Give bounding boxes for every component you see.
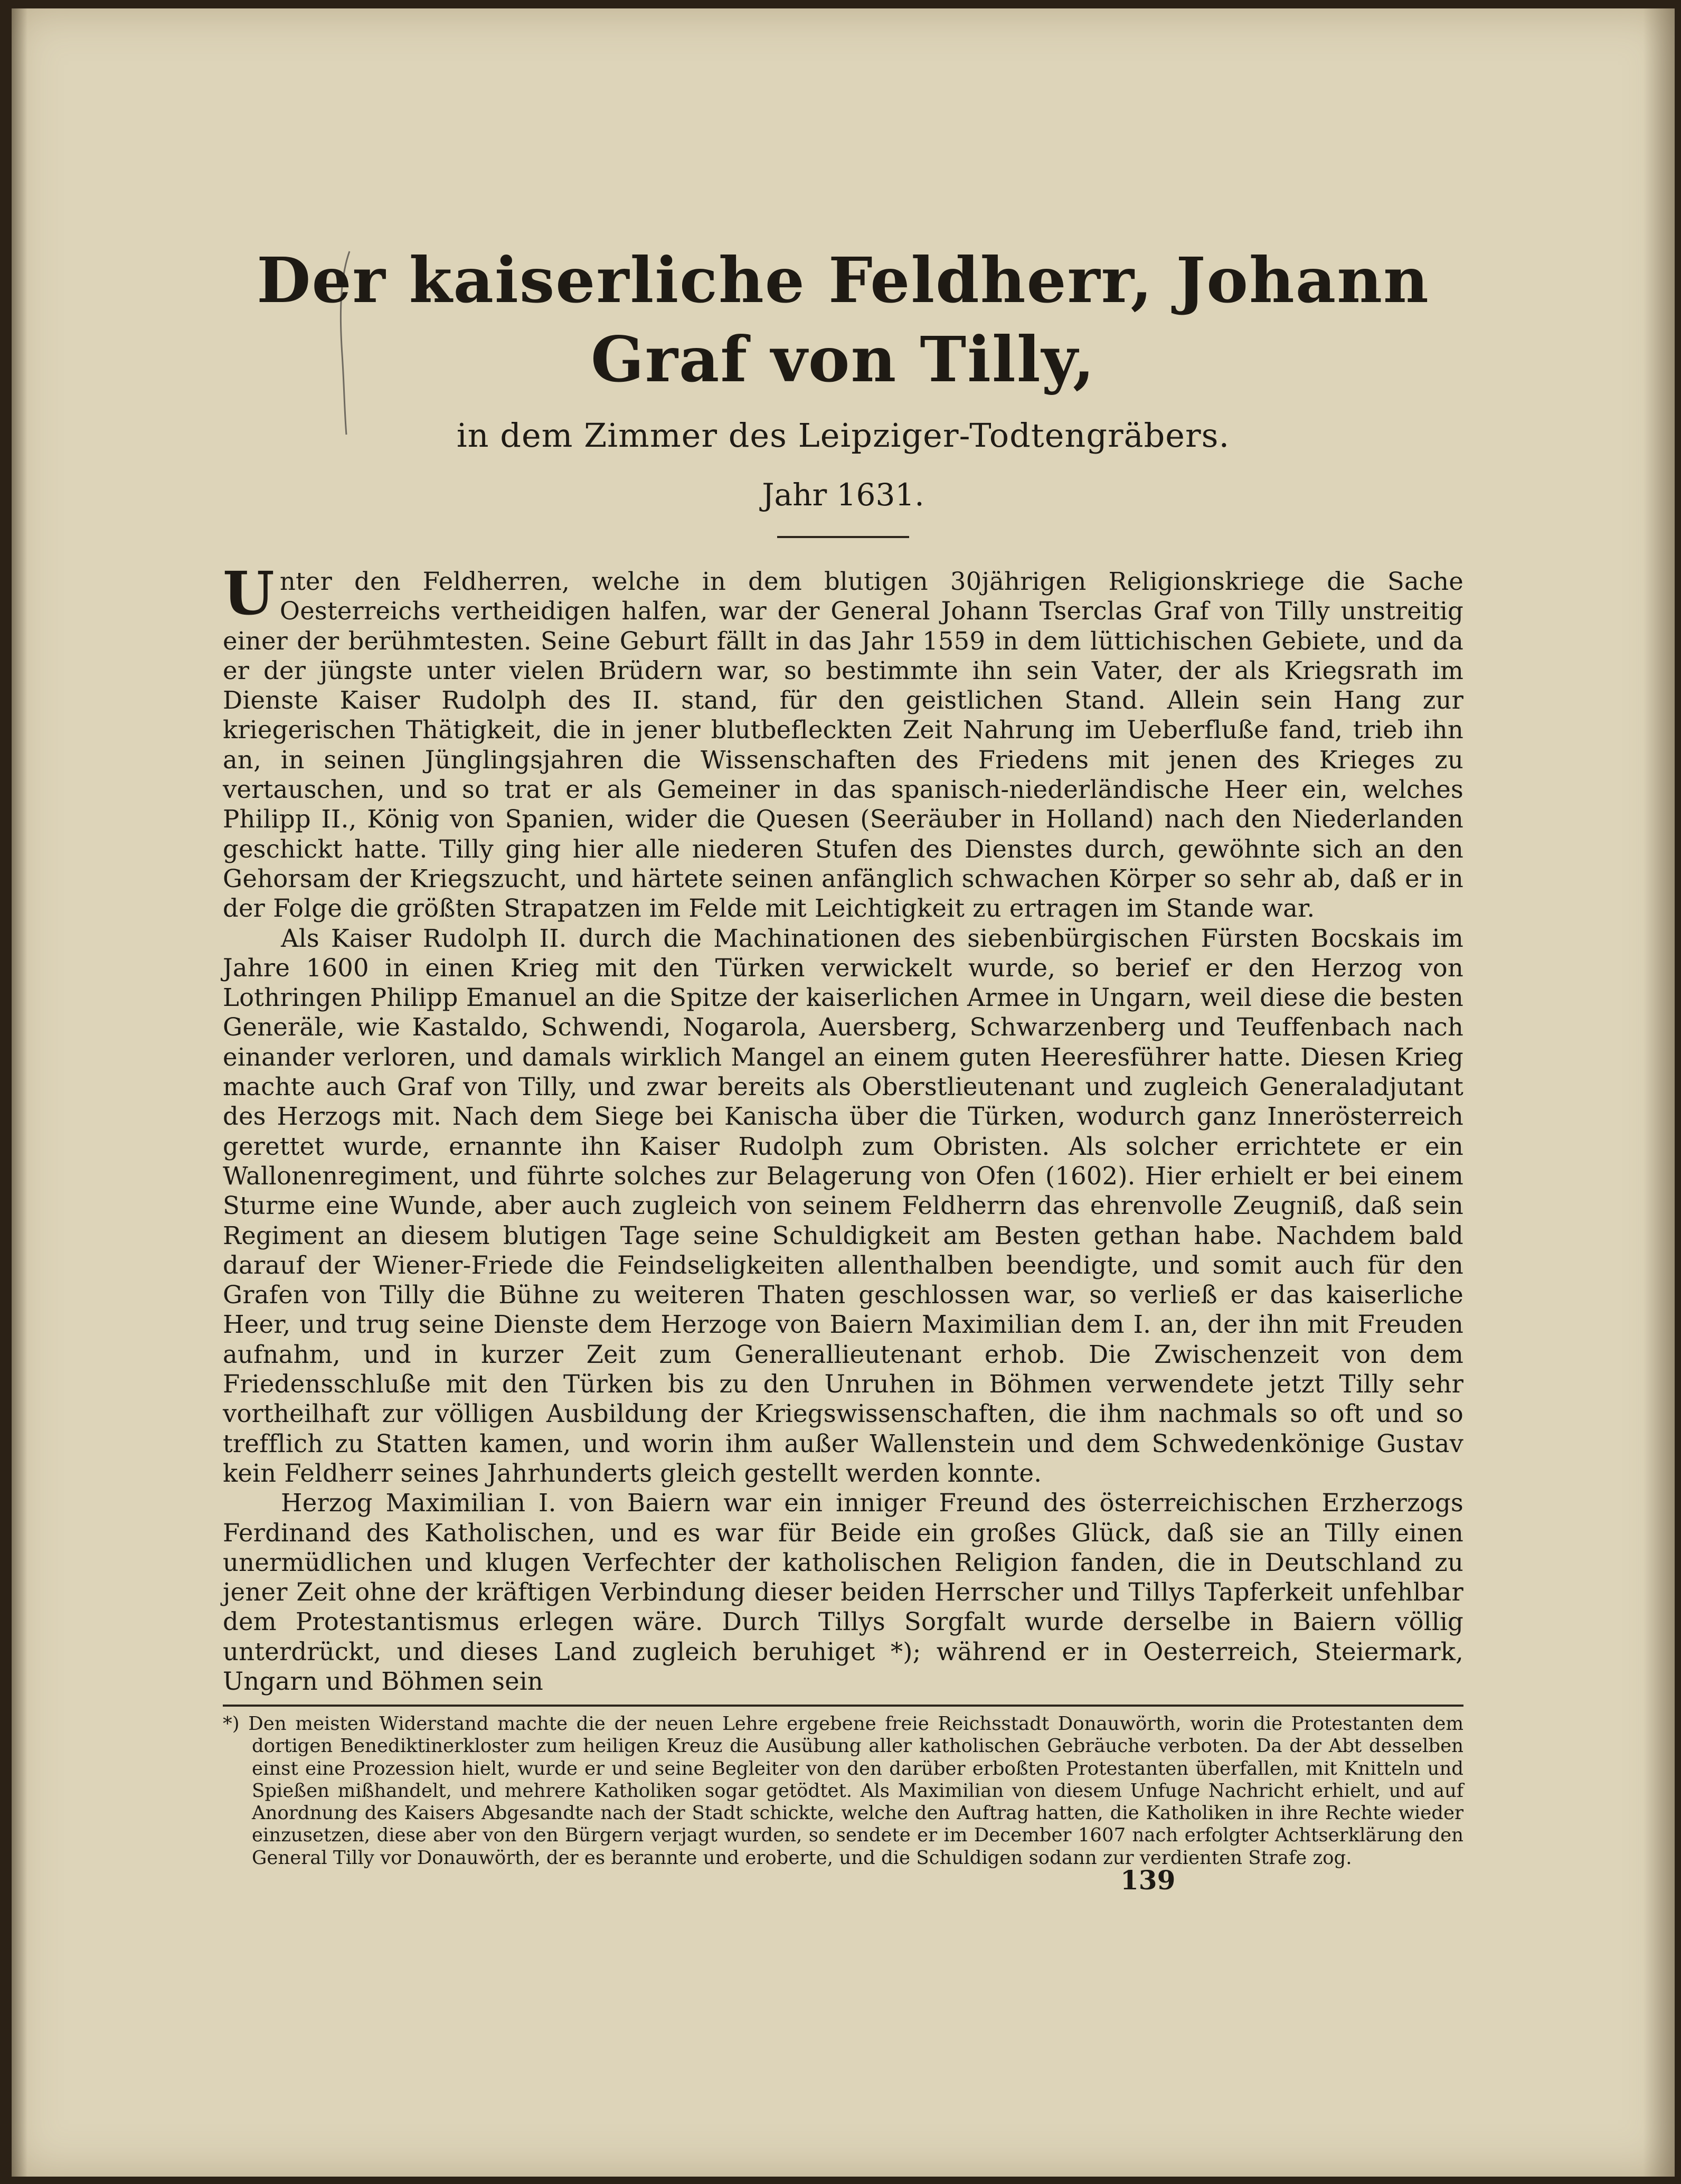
- chapter-subtitle: in dem Zimmer des Leipziger-Todtengräbers.: [456, 416, 1230, 455]
- footnote: *) Den meisten Widerstand machte die der neuen Lehre ergebene freie Reichsstadt Donauwörth, worin die Protestanten dem dortigen Benediktinerkloster zum heiligen Kreuz die Ausübung aller katholischen Gebräuche verboten. Da der Abt desselben einst eine Prozession hielt, wurde er und seine Begleiter von den darüber erboßten Protestanten überfallen, mit Knitteln und Spießen mißhandelt, und mehrere Katholiken sogar getödtet. Als Maximilian von diesem Unfuge Nachricht erhielt, und auf Anordnung des Kaisers Abgesandte nach der Stadt schickte, welche den Auftrag hatten, die Katholiken in ihre Rechte wieder einzusetzen, diese aber von den Bürgern verjagt wurden, so sendete er im December 1607 nach erfolgter Achtserklärung den General Tilly vor Donauwörth, der es berannte und eroberte, und die Schuldigen sodann zur verdienten Strafe zog.: [223, 1713, 1463, 1869]
- gutter-shadow: [12, 8, 27, 2177]
- page-edge-shadow: [1643, 8, 1675, 2177]
- title-rule: [777, 536, 909, 538]
- book-page: [12, 8, 1675, 2177]
- paragraph-1: [223, 559, 1463, 924]
- page-content: [223, 241, 1463, 1869]
- drop-cap: U: [223, 559, 275, 628]
- chapter-title: Der kaiserliche Feldherr, Johann Graf von Tilly,: [257, 243, 1430, 396]
- body-text: [223, 559, 1463, 1696]
- paragraph-3: Herzog Maximilian I. von Baiern war ein inniger Freund des österreichischen Erzherzogs Ferdinand des Katholischen, und es war für Beide ein großes Glück, daß sie an Tilly einen unermüdlichen und klugen Verfechter der katholischen Religion fanden, die in Deutschland zu jener Zeit ohne der kräftigen Verbindung dieser beiden Herrscher und Tillys Tapferkeit unfehlbar dem Protestantismus erlegen wäre. Durch Tillys Sorgfalt wurde derselbe in Baiern völlig unterdrückt, und dieses Land zugleich beruhiget *); während er in Oesterreich, Steiermark, Ungarn und Böhmen sein: [223, 1489, 1463, 1696]
- footnote-separator: [223, 1705, 1463, 1707]
- paragraph-1-text: nter den Feldherren, welche in dem blutigen 30jährigen Religionskriege die Sache Oesterreichs vertheidigen halfen, war der General Johann Tserclas Graf von Tilly unstreitig einer der berühmtesten. Seine Geburt fällt in das Jahr 1559 in dem lüttichischen Gebiete, und da er der jüngste unter vielen Brüdern war, so bestimmte ihn sein Vater, der als Kriegsrath im Dienste Kaiser Rudolph des II. stand, für den geistlichen Stand. Allein sein Hang zur kriegerischen Thätigkeit, die in jener blutbefleckten Zeit Nahrung im Ueberfluße fand, trieb ihn an, in seinen Jünglingsjahren die Wissenschaften des Friedens mit jenen des Krieges zu vertauschen, und so trat er als Gemeiner in das spanisch-niederländische Heer ein, welches Philipp II., König von Spanien, wider die Quesen (Seeräuber in Holland) nach den Niederlanden geschickt hatte. Tilly ging hier alle niederen Stufen des Dienstes durch, gewöhnte sich an den Gehorsam der Kriegszucht, und härtete seinen anfänglich schwachen Körper so sehr ab, daß er in der Folge die größten Strapatzen im Felde mit Leichtigkeit zu ertragen im Stande war.: [223, 567, 1463, 923]
- page-number: 139: [1120, 1865, 1176, 1896]
- chapter-year: Jahr 1631.: [762, 477, 924, 513]
- paragraph-2: Als Kaiser Rudolph II. durch die Machinationen des siebenbürgischen Fürsten Bocskais im Jahre 1600 in einen Krieg mit den Türken verwickelt wurde, so berief er den Herzog von Lothringen Philipp Emanuel an die Spitze der kaiserlichen Armee in Ungarn, weil diese die besten Generäle, wie Kastaldo, Schwendi, Nogarola, Auersberg, Schwarzenberg und Teuffenbach nach einander verloren, und damals wirklich Mangel an einem guten Heeresführer hatte. Diesen Krieg machte auch Graf von Tilly, und zwar bereits als Oberstlieutenant und zugleich Generaladjutant des Herzogs mit. Nach dem Siege bei Kanischa über die Türken, wodurch ganz Innerösterreich gerettet wurde, ernannte ihn Kaiser Rudolph zum Obristen. Als solcher errichtete er ein Wallonenregiment, und führte solches zur Belagerung von Ofen (1602). Hier erhielt er bei einem Sturme eine Wunde, aber auch zugleich von seinem Feldherrn das ehrenvolle Zeugniß, daß sein Regiment an diesem blutigen Tage seine Schuldigkeit am Besten gethan habe. Nachdem bald darauf der Wiener-Friede die Feindseligkeiten allenthalben beendigte, und somit auch für den Grafen von Tilly die Bühne zu weiteren Thaten geschlossen war, so verließ er das kaiserliche Heer, und trug seine Dienste dem Herzoge von Baiern Maximilian dem I. an, der ihn mit Freuden aufnahm, und in kurzer Zeit zum Generallieutenant erhob. Die Zwischenzeit von dem Friedensschluße mit den Türken bis zu den Unruhen in Böhmen verwendete jetzt Tilly sehr vortheilhaft zur völligen Ausbildung der Kriegswissenschaften, die ihm nachmals so oft und so trefflich zu Statten kamen, und worin ihm außer Wallenstein und dem Schwedenkönige Gustav kein Feldherr seines Jahrhunderts gleich gestellt werden konnte.: [223, 924, 1463, 1488]
